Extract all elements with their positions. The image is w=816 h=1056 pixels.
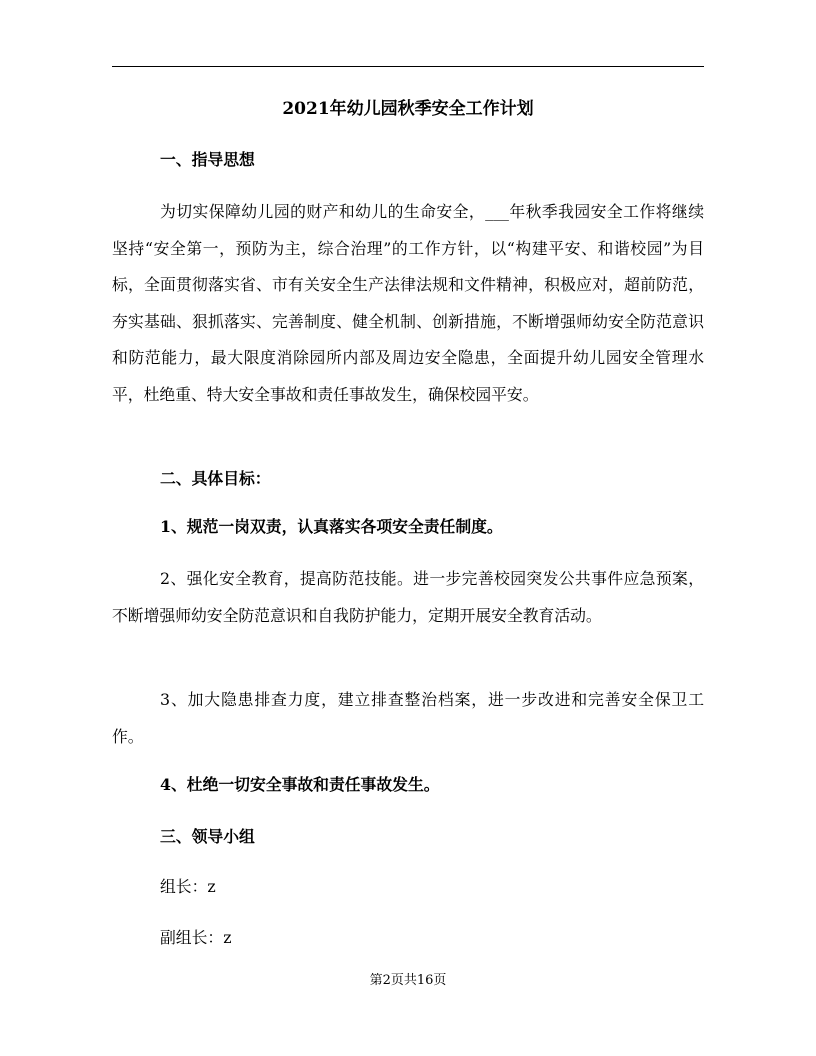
page-footer: 第2页共16页: [369, 973, 447, 988]
section-heading-leaders: 三、领导小组: [160, 827, 255, 846]
section-heading-goals: 二、具体目标：: [160, 469, 271, 488]
deputy-leader-line: 副组长：z: [160, 928, 232, 947]
goal-item-3: 3、加大隐患排查力度，建立排查整治档案，进一步改进和完善安全保卫工作。: [112, 690, 704, 746]
header-rule: [112, 66, 704, 67]
section-heading-guiding: 一、指导思想: [160, 150, 255, 169]
document-title: 2021年幼儿园秋季安全工作计划: [282, 99, 534, 119]
goal-item-4: 4、杜绝一切安全事故和责任事故发生。: [160, 775, 440, 794]
goal-item-1: 1、规范一岗双责，认真落实各项安全责任制度。: [160, 517, 503, 536]
leader-line: 组长：z: [160, 877, 216, 896]
paragraph-guiding: 为切实保障幼儿园的财产和幼儿的生命安全，___年秋季我园安全工作将继续坚持“安全第一，预防为主，综合治理”的工作方针，以“构建平安、和谐校园”为目标，全面贯彻落实省、市有关安全生产法律法规和文件精神，积极应对，超前防范，夯实基础、狠抓落实、完善制度、健全机制、创新措施，不断增强师幼安全防范意识和防范能力，最大限度消除园所内部及周边安全隐患，全面提升幼儿园安全管理水平，杜绝重、特大安全事故和责任事故发生，确保校园平安。: [112, 202, 704, 404]
goal-item-2: 2、强化安全教育，提高防范技能。进一步完善校园突发公共事件应急预案，不断增强师幼安全防范意识和自我防护能力，定期开展安全教育活动。: [112, 569, 704, 625]
